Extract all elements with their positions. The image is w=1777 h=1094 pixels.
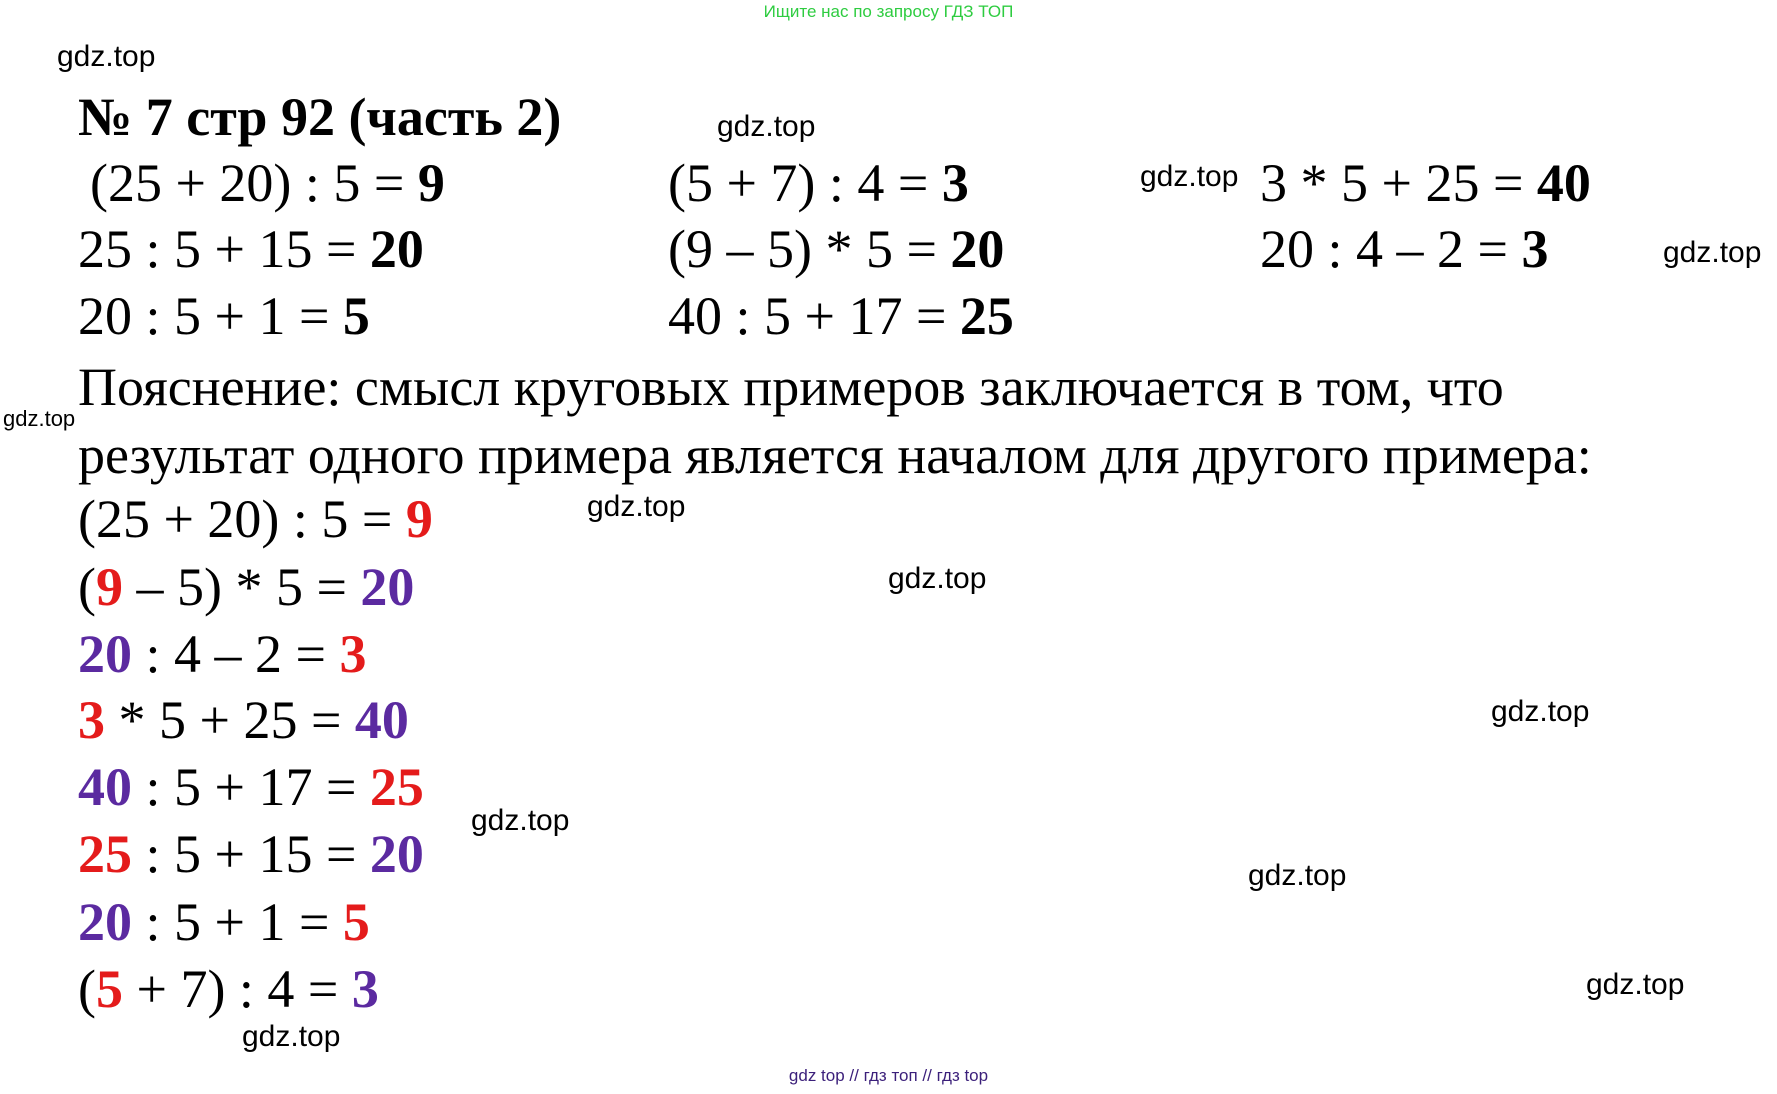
watermark: gdz.top [1248, 859, 1347, 892]
equation-text: + 7) : 4 = [122, 959, 352, 1019]
equation-text: (25 + 20) : 5 = [78, 489, 406, 549]
watermark: gdz.top [242, 1020, 341, 1053]
chain-row [78, 824, 424, 884]
watermark: gdz.top [587, 490, 686, 523]
answer: 3 [941, 153, 969, 213]
watermark: gdz.top [888, 562, 987, 595]
explanation-line: результат одного примера является началом для другого примера: [78, 425, 1592, 485]
answer: 20 [950, 219, 1005, 279]
equation-text: 40 : 5 + 17 = [668, 286, 960, 346]
equation-text: 20 : 5 + 1 = [78, 286, 343, 346]
equation-text: 3 * 5 + 25 = [1260, 153, 1537, 213]
equation-text: 20 : 4 – 2 = [1260, 219, 1522, 279]
watermark: gdz.top [717, 110, 816, 143]
equation-text: : 5 + 1 = [132, 892, 343, 952]
equation-text: ( [78, 557, 96, 617]
chain-result: 9 [405, 489, 433, 549]
equation-text: : 5 + 17 = [132, 757, 370, 817]
chain-result: 3 [351, 959, 379, 1019]
footer-links[interactable]: gdz top // гдз топ // гдз top [788, 1066, 989, 1085]
equation-text: (9 – 5) * 5 = [668, 219, 951, 279]
equation-row [90, 153, 445, 213]
chain-start: 20 [78, 624, 132, 684]
chain-start: 25 [78, 824, 132, 884]
equation-row [1260, 153, 1591, 213]
watermark: gdz.top [1663, 236, 1762, 269]
chain-row [78, 757, 424, 817]
watermark: gdz.top [1586, 968, 1685, 1001]
equation-text: (25 + 20) : 5 = [90, 153, 418, 213]
chain-result: 20 [369, 824, 424, 884]
answer: 9 [417, 153, 445, 213]
equation-row [668, 153, 969, 213]
watermark: gdz.top [3, 406, 76, 431]
equation-text: – 5) * 5 = [122, 557, 361, 617]
equation-text: * 5 + 25 = [105, 690, 355, 750]
chain-start: 9 [95, 557, 123, 617]
equation-row [1260, 219, 1549, 279]
chain-start: 5 [95, 959, 123, 1019]
equation-text: : 5 + 15 = [132, 824, 370, 884]
chain-start: 20 [78, 892, 132, 952]
watermark: gdz.top [1140, 160, 1239, 193]
equation-text: ( [78, 959, 96, 1019]
equation-text: (5 + 7) : 4 = [668, 153, 942, 213]
equation-text: 25 : 5 + 15 = [78, 219, 370, 279]
equation-row [668, 286, 1014, 346]
chain-start: 3 [78, 690, 105, 750]
equation-text: : 4 – 2 = [132, 624, 340, 684]
chain-row [78, 489, 433, 549]
chain-row [78, 892, 370, 952]
chain-start: 40 [78, 757, 132, 817]
explanation-line: Пояснение: смысл круговых примеров заключается в том, что [78, 357, 1504, 417]
chain-row [78, 690, 409, 750]
equation-row [78, 286, 370, 346]
chain-result: 25 [369, 757, 424, 817]
top-banner[interactable]: Ищите нас по запросу ГДЗ ТОП [763, 2, 1014, 21]
chain-result: 3 [339, 624, 367, 684]
answer: 25 [959, 286, 1014, 346]
equation-row [668, 219, 1005, 279]
chain-result: 40 [354, 690, 409, 750]
page-title: № 7 стр 92 (часть 2) [78, 87, 562, 147]
chain-row [78, 959, 379, 1019]
answer: 40 [1536, 153, 1591, 213]
answer: 3 [1521, 219, 1549, 279]
watermark: gdz.top [1491, 695, 1590, 728]
chain-result: 5 [342, 892, 370, 952]
chain-row [78, 624, 367, 684]
chain-row [78, 557, 415, 617]
answer: 20 [369, 219, 424, 279]
watermark: gdz.top [57, 40, 156, 73]
chain-result: 20 [360, 557, 415, 617]
answer: 5 [342, 286, 370, 346]
watermark: gdz.top [471, 804, 570, 837]
equation-row [78, 219, 424, 279]
